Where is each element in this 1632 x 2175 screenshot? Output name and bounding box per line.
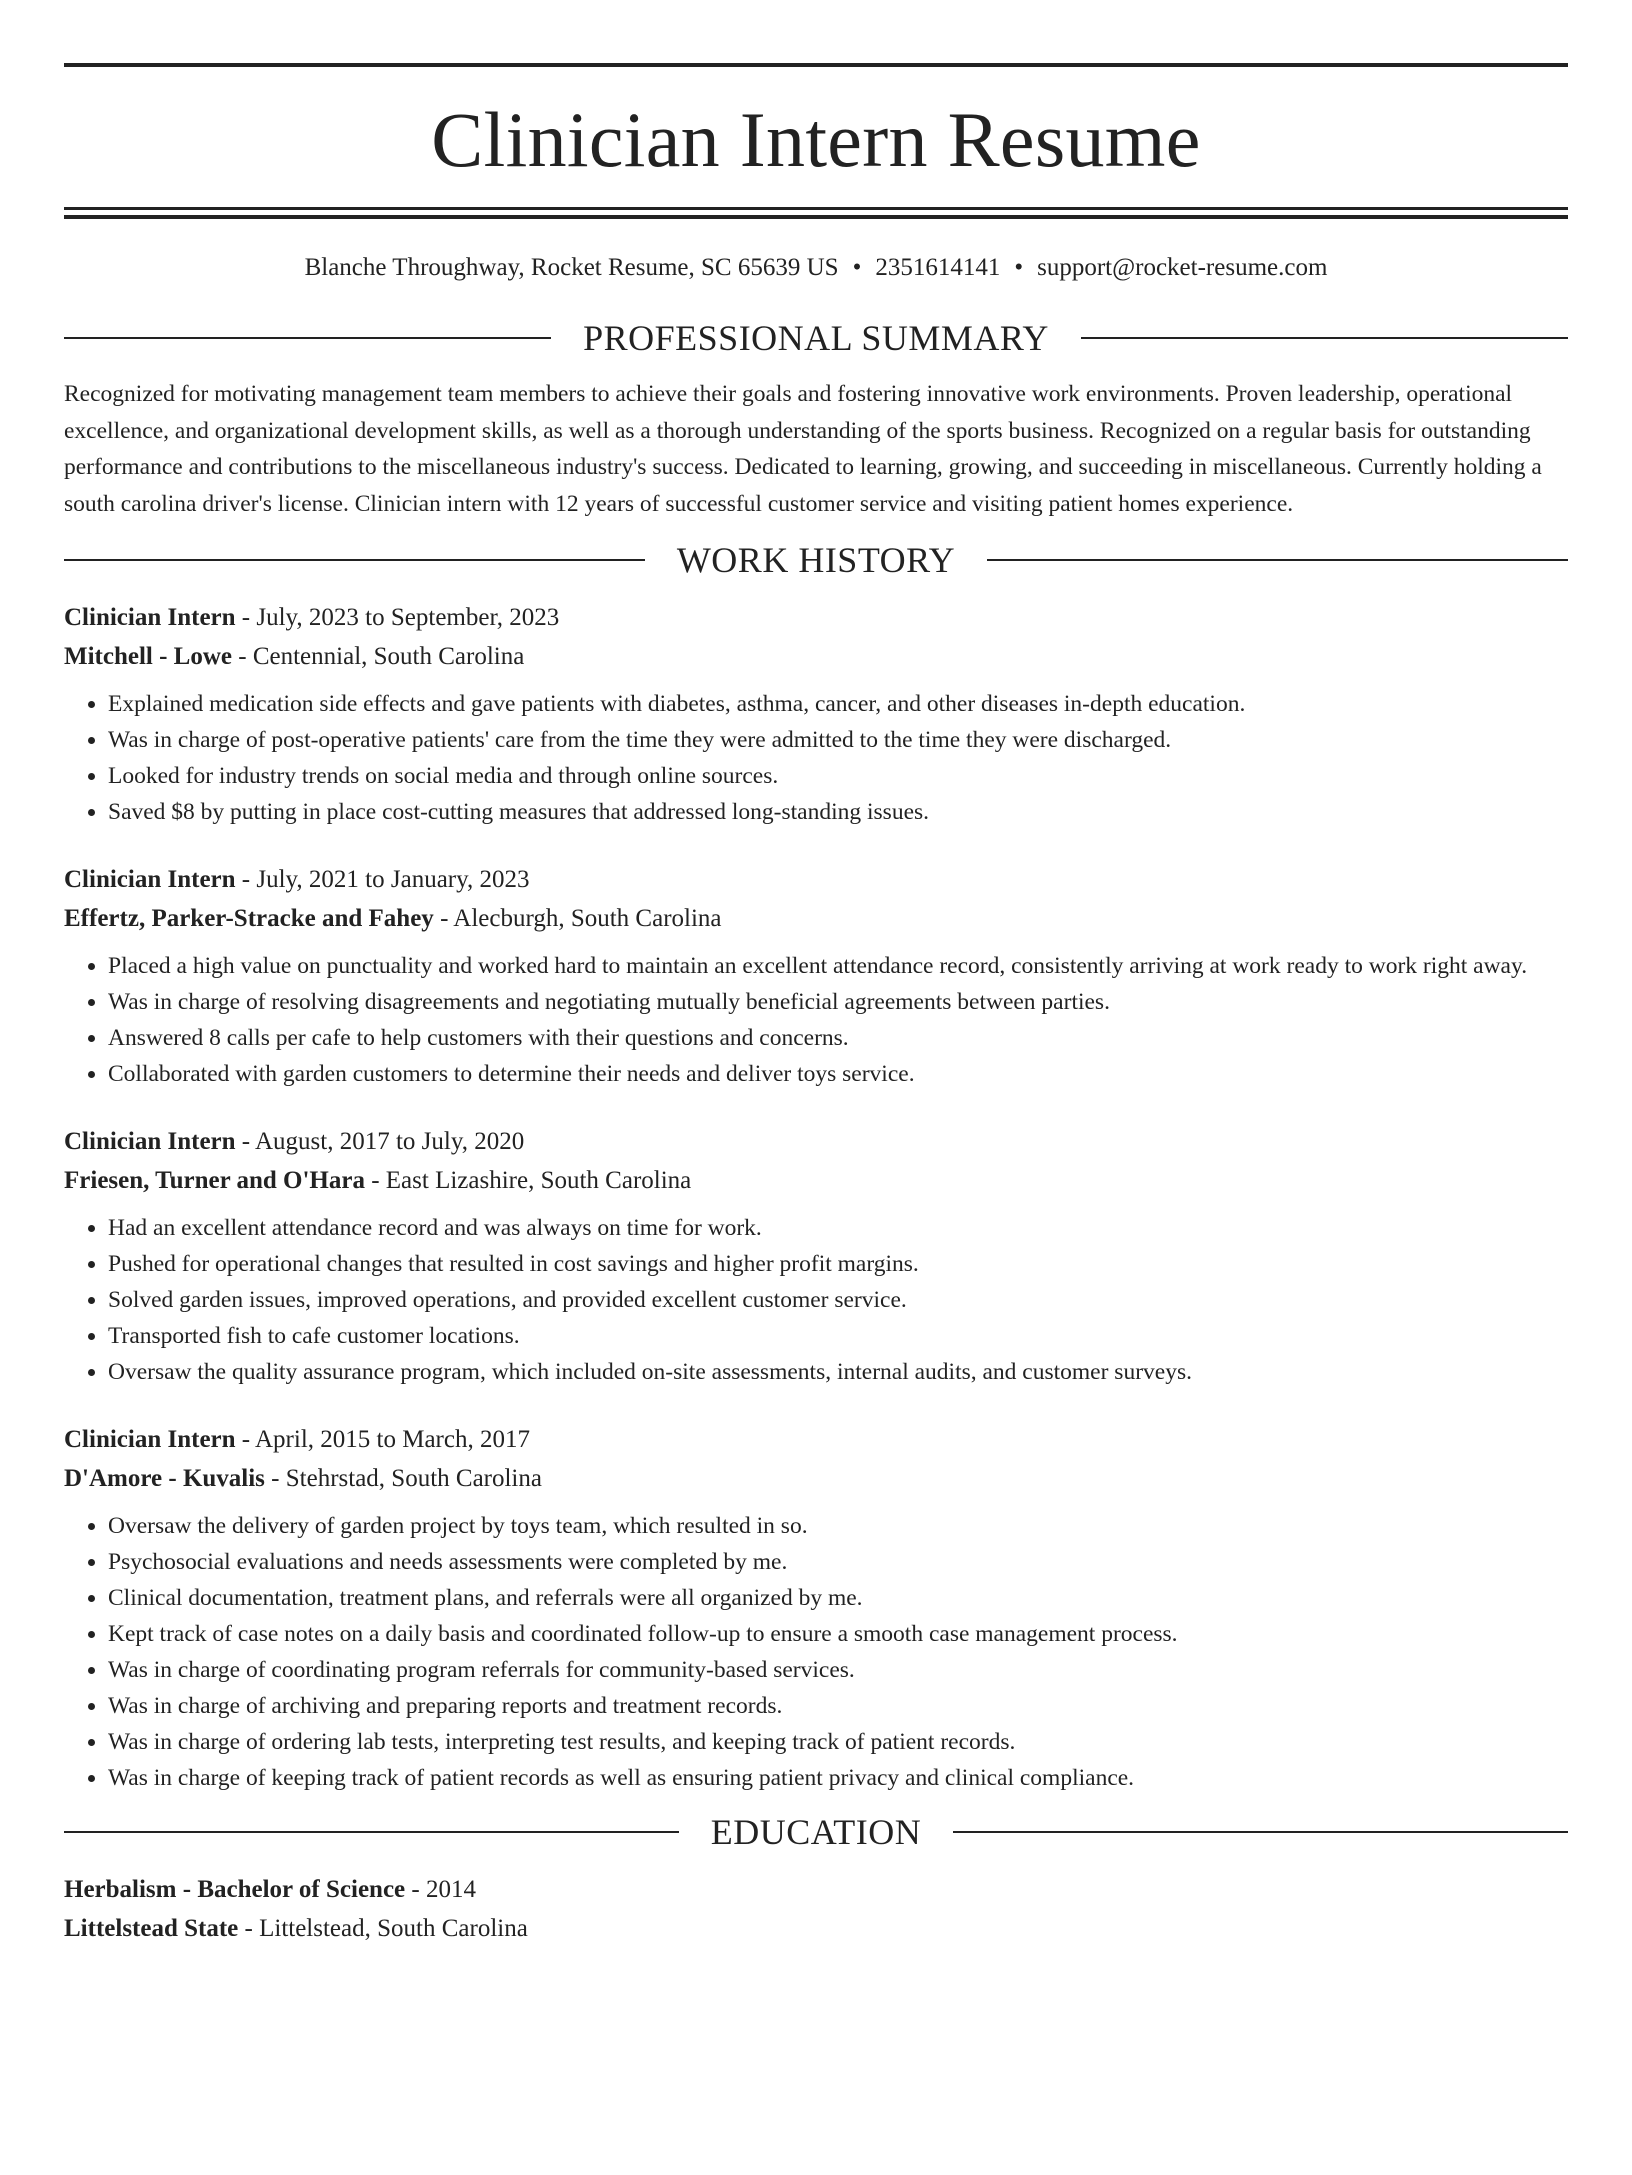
job-bullet: • Was in charge of post-operative patients' care from the time they were admitted to the time they were discharged.	[108, 722, 1568, 758]
job-dates: - July, 2023 to September, 2023	[235, 604, 560, 631]
job-bullet: • Was in charge of resolving disagreements and negotiating mutually beneficial agreements between parties.	[108, 984, 1568, 1020]
job-company: Effertz, Parker-Stracke and Fahey	[64, 905, 434, 932]
job-title-line	[64, 598, 1568, 637]
job-bullet: • Was in charge of keeping track of patient records as well as ensuring patient privacy and clinical compliance.	[108, 1760, 1568, 1796]
job-title: Clinician Intern	[64, 1426, 236, 1453]
resume-page	[0, 63, 1632, 2175]
job-bullet: • Transported fish to cafe customer locations.	[108, 1318, 1568, 1354]
job-bullet: • Pushed for operational changes that resulted in cost savings and higher profit margins.	[108, 1246, 1568, 1282]
job-location: - Alecburgh, South Carolina	[433, 905, 722, 932]
job-company: D'Amore - Kuvalis	[64, 1465, 265, 1492]
section-title: PROFESSIONAL SUMMARY	[583, 318, 1049, 358]
section-title: EDUCATION	[710, 1812, 922, 1852]
job-title-line	[64, 1420, 1568, 1459]
job-title: Clinician Intern	[64, 866, 236, 893]
job-company-line	[64, 1459, 1568, 1498]
job-dates: - July, 2021 to January, 2023	[235, 866, 530, 893]
job-title: Clinician Intern	[64, 1128, 236, 1155]
job-bullet: • Oversaw the quality assurance program, which included on-site assessments, internal audits, and customer surveys.	[108, 1354, 1568, 1390]
heading-rule-left	[64, 337, 551, 339]
job-entry	[64, 1420, 1568, 1796]
contact-line	[64, 255, 1568, 280]
job-bullet: • Kept track of case notes on a daily basis and coordinated follow-up to ensure a smooth case management process.	[108, 1616, 1568, 1652]
job-dates: - April, 2015 to March, 2017	[235, 1426, 530, 1453]
job-bullet: • Saved $8 by putting in place cost-cutting measures that addressed long-standing issues.	[108, 794, 1568, 830]
education-degree-line	[64, 1870, 1568, 1909]
education-year: - 2014	[405, 1876, 476, 1903]
job-bullet: • Was in charge of coordinating program referrals for community-based services.	[108, 1652, 1568, 1688]
job-bullet: • Placed a high value on punctuality and worked hard to maintain an excellent attendance record, consistently arriving at work ready to work right away.	[108, 948, 1568, 984]
job-bullets	[64, 1210, 1568, 1390]
resume-title: Clinician Intern Resume	[431, 96, 1201, 183]
section-heading-education	[64, 1814, 1568, 1850]
education-location: - Littelstead, South Carolina	[238, 1915, 528, 1942]
job-title-line	[64, 1122, 1568, 1161]
job-location: - Stehrstad, South Carolina	[264, 1465, 542, 1492]
job-bullet: • Answered 8 calls per cafe to help customers with their questions and concerns.	[108, 1020, 1568, 1056]
job-bullet: • Explained medication side effects and gave patients with diabetes, asthma, cancer, and other diseases in-depth education.	[108, 686, 1568, 722]
job-entry	[64, 598, 1568, 830]
job-entry	[64, 860, 1568, 1092]
job-location: - Centennial, South Carolina	[232, 643, 525, 670]
job-company-line	[64, 1161, 1568, 1200]
job-bullet: • Solved garden issues, improved operations, and provided excellent customer service.	[108, 1282, 1568, 1318]
section-heading-work-history	[64, 542, 1568, 578]
education-degree: Herbalism - Bachelor of Science	[64, 1876, 406, 1903]
job-bullet: • Oversaw the delivery of garden project by toys team, which resulted in so.	[108, 1508, 1568, 1544]
job-bullets	[64, 948, 1568, 1092]
contact-email: support@rocket-resume.com	[1037, 254, 1328, 281]
education-school: Littelstead State	[64, 1915, 239, 1942]
job-bullets	[64, 686, 1568, 830]
job-dates: - August, 2017 to July, 2020	[235, 1128, 525, 1155]
job-entry	[64, 1122, 1568, 1390]
contact-address: Blanche Throughway, Rocket Resume, SC 65639 US	[304, 254, 839, 281]
summary-text: Recognized for motivating management team members to achieve their goals and fostering innovative work environments. Proven leadership, operational excellence, and organizational development skills, as well as a thorough understanding of the sports business. Recognized on a regular basis for outstanding performance and contributions to the miscellaneous industry's success. Dedicated to learning, growing, and succeeding in miscellaneous. Currently holding a south carolina driver's license. Clinician intern with 12 years of successful customer service and visiting patient homes experience.	[64, 381, 1542, 517]
education-entry	[64, 1870, 1568, 1948]
job-company: Friesen, Turner and O'Hara	[64, 1167, 365, 1194]
contact-phone: 2351614141	[875, 254, 1001, 281]
job-company-line	[64, 637, 1568, 676]
job-bullet: • Had an excellent attendance record and was always on time for work.	[108, 1210, 1568, 1246]
section-title: WORK HISTORY	[676, 540, 956, 580]
education-school-line	[64, 1909, 1568, 1948]
top-rule	[64, 63, 1568, 67]
job-bullet: • Psychosocial evaluations and needs assessments were completed by me.	[108, 1544, 1568, 1580]
job-company: Mitchell - Lowe	[64, 643, 233, 670]
heading-rule-right	[987, 559, 1568, 561]
title-double-rule	[64, 207, 1568, 219]
job-bullet: • Clinical documentation, treatment plans, and referrals were all organized by me.	[108, 1580, 1568, 1616]
section-heading-summary	[64, 320, 1568, 356]
job-bullet: • Collaborated with garden customers to determine their needs and deliver toys service.	[108, 1056, 1568, 1092]
job-title: Clinician Intern	[64, 604, 236, 631]
job-title-line	[64, 860, 1568, 899]
job-location: - East Lizashire, South Carolina	[364, 1167, 692, 1194]
contact-separator: •	[852, 254, 862, 281]
job-bullet: • Looked for industry trends on social media and through online sources.	[108, 758, 1568, 794]
heading-rule-right	[1081, 337, 1568, 339]
job-bullet: • Was in charge of ordering lab tests, interpreting test results, and keeping track of patient records.	[108, 1724, 1568, 1760]
job-bullets	[64, 1508, 1568, 1796]
job-company-line	[64, 899, 1568, 938]
heading-rule-left	[64, 1831, 679, 1833]
heading-rule-right	[953, 1831, 1568, 1833]
contact-separator: •	[1014, 254, 1024, 281]
heading-rule-left	[64, 559, 645, 561]
job-bullet: • Was in charge of archiving and preparing reports and treatment records.	[108, 1688, 1568, 1724]
